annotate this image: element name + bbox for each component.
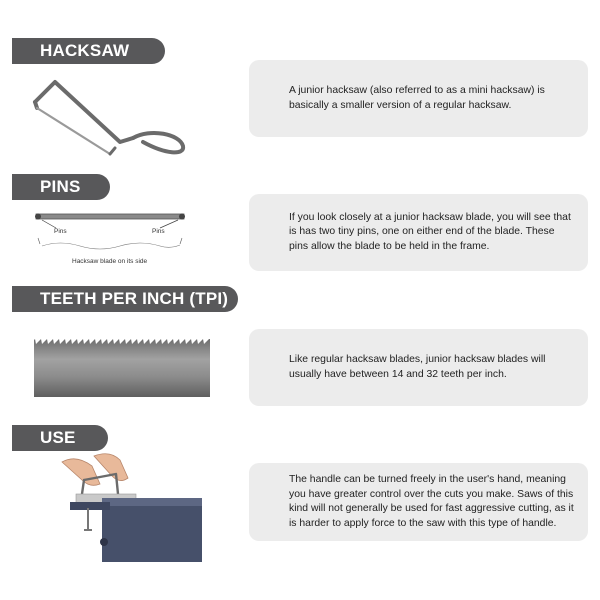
description-pins (249, 194, 588, 271)
description-hacksaw-text: A junior hacksaw (also referred to as a mini hacksaw) is basically a smaller version of a regular hacksaw. (289, 85, 545, 111)
description-tpi (249, 329, 588, 406)
description-tpi-text: Like regular hacksaw blades, junior hacksaw blades will usually have between 14 and 32 teeth per inch. (289, 354, 546, 380)
blade-teeth-illustration (34, 333, 210, 397)
pin-left-icon (35, 214, 41, 220)
pin-right-icon (179, 214, 185, 220)
pin-label-right: Pins (152, 228, 165, 235)
description-use-text: The handle can be turned freely in the user's hand, meaning you have greater control over the cuts you make. Saws of this kind will not generally be used for fast aggressive cutting, as it is harder to apply force to the saw with this type of handle. (289, 474, 574, 529)
hacksaw-use-illustration (54, 450, 204, 562)
description-pins-text: If you look closely at a junior hacksaw blade, you will see that is has two tiny pins, one on either end of the blade. These pins allow the blade to be held in the frame. (289, 211, 571, 252)
blade-pins-diagram (30, 208, 190, 266)
blade-caption: Hacksaw blade on its side (72, 258, 148, 265)
section-title-pins: PINS (12, 174, 110, 200)
pin-label-left: Pins (54, 228, 67, 235)
section-title-tpi: TEETH PER INCH (TPI) (12, 286, 238, 312)
section-title-use: USE (12, 425, 108, 451)
hacksaw-illustration (25, 68, 195, 158)
description-use (249, 463, 588, 541)
section-title-hacksaw: HACKSAW (12, 38, 165, 64)
blade-side-view (36, 214, 184, 219)
description-hacksaw (249, 60, 588, 137)
